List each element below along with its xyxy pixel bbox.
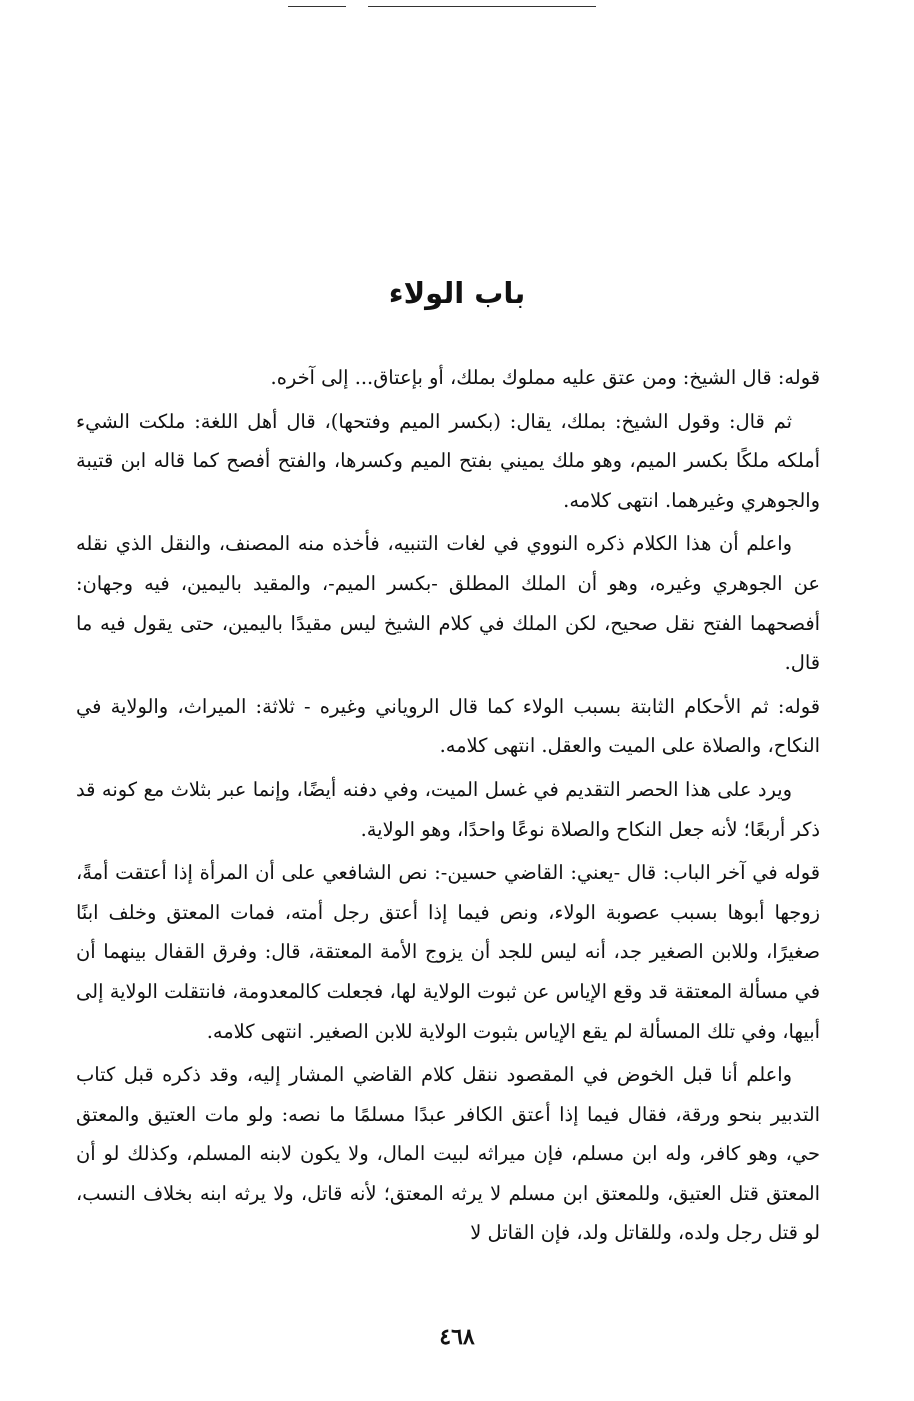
page-number: ٤٦٨ [439, 1324, 475, 1350]
paragraph-6: قوله في آخر الباب: قال -يعني: القاضي حسين-: نص الشافعي على أن المرأة إذا أعتقت أمةً، زوجها أبوها بسبب عصوبة الولاء، ونص فيما إذا أعتق رجل أمته، فمات المعتق وخلف ابنًا صغيرًا، وللابن الصغير جد، أنه ليس للجد أن يزوج الأمة المعتقة، قال: وفرق القفال بينهما أن في مسألة المعتقة قد وقع الإياس عن ثبوت الولاية لها، فجعلت كالمعدومة، فانتقلت الولاية إلى أبيها، وفي تلك المسألة لم يقع الإياس بثبوت الولاية للابن الصغير. انتهى كلامه. [76, 861, 820, 1043]
paragraph-5: ويرد على هذا الحصر التقديم في غسل الميت، وفي دفنه أيضًا، وإنما عبر بثلاث مع كونه قد ذكر أربعًا؛ لأنه جعل النكاح والصلاة نوعًا واحدًا، وهو الولاية. [76, 777, 820, 841]
chapter-title: باب الولاء [388, 276, 526, 311]
paragraph-7: واعلم أنا قبل الخوض في المقصود ننقل كلام القاضي المشار إليه، وقد ذكره قبل كتاب التدبير بنحو ورقة، فقال فيما إذا أعتق الكافر عبدًا مسلمًا ما نصه: ولو مات العتيق والمعتق حي، وهو كافر، وله ابن مسلم، فإن ميراثه لبيت المال، ولا يكون لابنه المسلم، وكذلك لو أن المعتق قتل العتيق، وللمعتق ابن مسلم لا يرثه المعتق؛ لأنه قاتل، ولا يرثه ابنه بخلاف النسب، لو قتل رجل ولده، وللقاتل ولد، فإن القاتل لا [76, 1063, 820, 1245]
top-rule-right [368, 6, 596, 7]
paragraph-1: قوله: قال الشيخ: ومن عتق عليه مملوك بملك، أو بإعتاق... إلى آخره. [270, 366, 820, 389]
paragraph-4: قوله: ثم الأحكام الثابتة بسبب الولاء كما قال الروياني وغيره - ثلاثة: الميراث، والولاية في النكاح، والصلاة على الميت والعقل. انتهى كلامه. [76, 694, 820, 758]
top-rule-left [288, 6, 346, 7]
body-text [76, 358, 820, 1257]
paragraph-2: ثم قال: وقول الشيخ: بملك، يقال: (بكسر الميم وفتحها)، قال أهل اللغة: ملكت الشيء أملكه ملكًا بكسر الميم، وهو ملك يميني بفتح الميم وكسرها، والفتح أفصح كما قاله ابن قتيبة والجوهري وغيرهما. انتهى كلامه. [76, 409, 820, 512]
paragraph-3: واعلم أن هذا الكلام ذكره النووي في لغات التنبيه، فأخذه منه المصنف، والنقل الذي نقله عن الجوهري وغيره، وهو أن الملك المطلق -بكسر الميم-، والمقيد باليمين، فيه وجهان: أفصحهما الفتح نقل صحيح، لكن الملك في كلام الشيخ ليس مقيدًا باليمين، حتى يقول فيه ما قال. [76, 532, 820, 675]
